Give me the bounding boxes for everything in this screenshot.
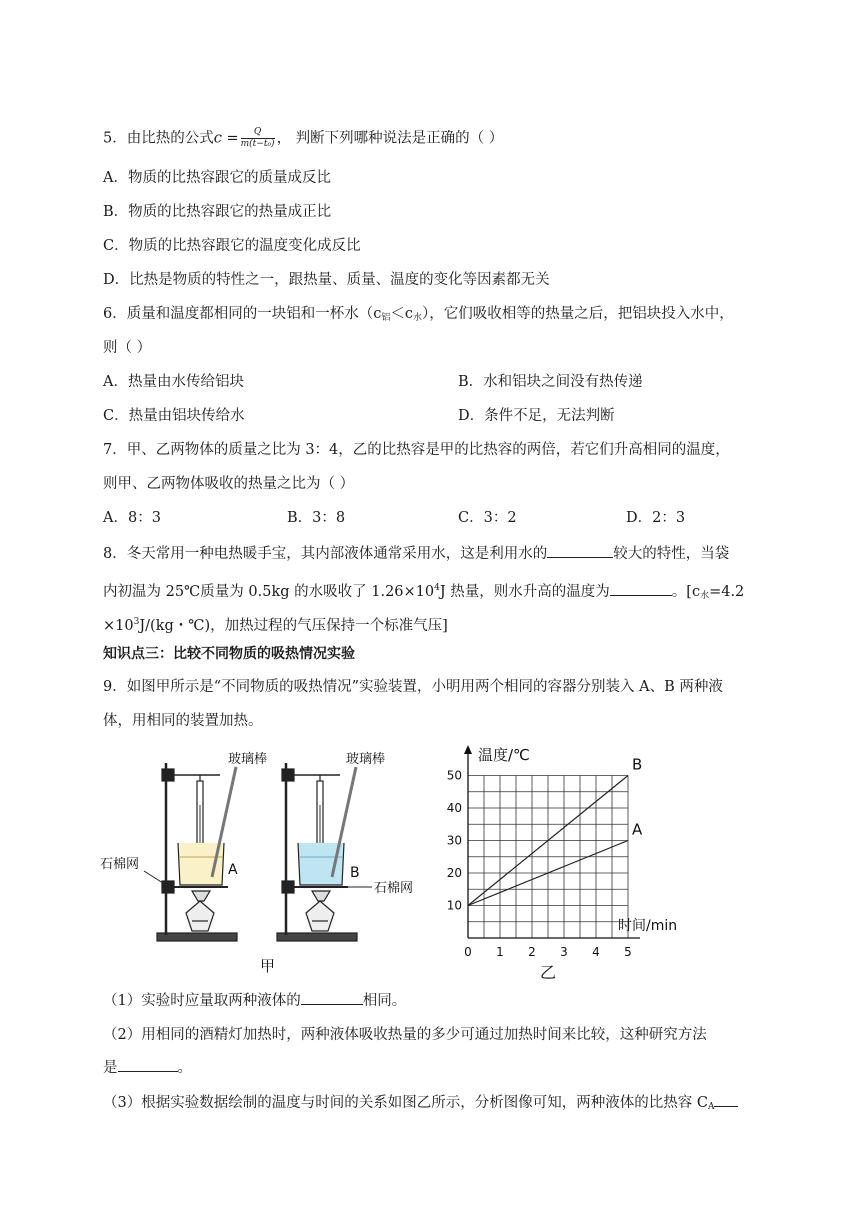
section-heading: 知识点三：比较不同物质的吸热情况实验 (103, 646, 355, 662)
q7-option-c: C．3：2 (458, 510, 517, 526)
q5-stem-b: ， 判断下列哪种说法是正确的（ ） (276, 130, 504, 147)
clamp-mid-right (282, 881, 294, 893)
q5-formula-fraction (241, 127, 275, 150)
q8-l2-a: 内初温为 25℃质量为 0.5kg 的水吸收了 1.26×10 (103, 584, 435, 600)
q9-sub1-a: （1）实验时应量取两种液体的 (103, 993, 301, 1009)
q9-stem-line2: 体，用相同的装置加热。 (103, 713, 263, 729)
rod-label-1: 玻璃棒 (228, 752, 268, 767)
apparatus-right (277, 763, 357, 941)
q8-l3-a: ×10 (103, 618, 134, 634)
q7-option-a: A．8：3 (103, 510, 161, 526)
q8-l2-c: 。[c (671, 584, 701, 600)
q8-l2-sub: 水 (700, 591, 710, 601)
q9-sub3-a: （3）根据实验数据绘制的温度与时间的关系如图乙所示，分析图像可知，两种液体的比热容 C (103, 1095, 708, 1111)
q9-sub1-b: 相同。 (362, 993, 407, 1009)
q7-option-d: D．2：3 (626, 510, 686, 526)
q9-sub2-line1: （2）用相同的酒精灯加热时，两种液体吸收热量的多少可通过加热时间来比较，这种研究方法 (103, 1027, 707, 1043)
q5-option-d: D．比热是物质的特性之一，跟热量、质量、温度的变化等因素都无关 (103, 272, 550, 288)
y-tick-label: 10 (446, 898, 462, 913)
glass-rod-left (212, 767, 236, 877)
x-tick-label: 2 (528, 945, 536, 959)
q8-l1-b: 较大的特性，当袋 (613, 546, 730, 562)
x-tick-label: 0 (464, 945, 472, 959)
stand-base-right (277, 933, 357, 941)
glass-rod-right (332, 767, 356, 877)
q9-blank-1[interactable] (301, 990, 363, 1005)
q8-blank-2[interactable] (610, 581, 672, 596)
q8-l2-sup: 4 (434, 583, 440, 593)
q8-line1 (103, 543, 729, 565)
q6-option-b: B．水和铝块之间没有热传递 (458, 374, 643, 390)
q6-option-d: D．条件不足，无法判断 (458, 408, 615, 424)
gauze-label-2: 石棉网 (374, 881, 414, 896)
q5-formula-lhs: c = (213, 130, 239, 147)
q9-stem-line1: 9．如图甲所示是“不同物质的吸热情况”实验装置，小明用两个相同的容器分别装入 A、B 两种液 (103, 679, 723, 695)
x-axis-label: 时间/min (618, 918, 678, 934)
alcohol-lamp-right (306, 901, 334, 931)
clamp-mid-left (162, 881, 174, 893)
q8-l3-sup: 3 (133, 617, 140, 627)
temperature-time-chart (440, 740, 730, 980)
y-tick-label: 50 (446, 768, 462, 783)
x-tick-label: 3 (560, 945, 568, 959)
q9-blank-3[interactable] (714, 1092, 738, 1107)
rod-label-2: 玻璃棒 (346, 752, 386, 767)
q8-line3 (103, 611, 448, 637)
liquid-a-label: A (228, 862, 238, 878)
apparatus-left (157, 763, 237, 941)
y-axis-label: 温度/℃ (478, 746, 530, 764)
liquid-b-label: B (350, 865, 360, 881)
x-tick-label: 4 (592, 945, 600, 959)
q5-option-c: C．物质的比热容跟它的温度变化成反比 (103, 238, 361, 254)
q6-option-a: A．热量由水传给铝块 (103, 374, 244, 390)
series-label-A: A (632, 820, 643, 839)
q9-sub2-b: 。 (177, 1060, 192, 1076)
q8-l1-a: 8．冬天常用一种电热暖手宝，其内部液体通常采用水，这是利用水的 (103, 546, 548, 562)
series-label-B: B (632, 755, 643, 774)
q9-sub1 (103, 990, 406, 1012)
alcohol-lamp-left (186, 901, 214, 931)
chart-caption: 乙 (540, 963, 557, 980)
q5-option-b: B．物质的比热容跟它的热量成正比 (103, 204, 332, 220)
q6-option-c: C．热量由铝块传给水 (103, 408, 245, 424)
q6-lt: ＜c (390, 306, 413, 322)
q7-stem-line2: 则甲、乙两物体吸收的热量之比为（ ） (103, 476, 355, 492)
q5-formula-denominator: m(t−t₀) (240, 139, 275, 149)
apparatus-figure (100, 745, 430, 975)
q6-text-b: ），它们吸收相等的热量之后，把铝块投入水中， (422, 306, 734, 322)
q6-stem-line1 (103, 303, 734, 329)
x-tick-label: 1 (496, 945, 504, 959)
figure-caption-jia: 甲 (260, 957, 276, 975)
q9-blank-2[interactable] (118, 1057, 178, 1072)
q9-sub3 (103, 1092, 738, 1118)
q8-l2-d: =4.2 (709, 584, 745, 600)
q9-sub3-sub: A (707, 1102, 715, 1112)
q7-stem-line1: 7．甲、乙两物体的质量之比为 3：4，乙的比热容是甲的比热容的两倍，若它们升高相同的温度， (103, 442, 730, 458)
q8-line2 (103, 577, 744, 607)
q5-option-a: A．物质的比热容跟它的质量成反比 (103, 170, 331, 186)
gauze-label-1: 石棉网 (100, 857, 140, 872)
q5-formula-numerator: Q (241, 127, 275, 139)
q6-text-a: 6．质量和温度都相同的一块铝和一杯水（c (103, 306, 382, 322)
stand-base-left (157, 933, 237, 941)
q6-stem-line2: 则（ ） (103, 340, 152, 356)
x-tick-label: 5 (624, 945, 632, 959)
y-tick-label: 20 (446, 866, 462, 880)
clamp-top-left (162, 769, 174, 781)
clamp-top-right (282, 769, 294, 781)
q8-l3-b: J/(kg・℃)，加热过程的气压保持一个标准气压] (139, 618, 448, 634)
q8-blank-1[interactable] (547, 543, 613, 558)
q8-l2-b: J 热量，则水升高的温度为 (439, 584, 610, 600)
y-axis-arrow (464, 745, 472, 754)
y-tick-label: 30 (446, 833, 462, 848)
q5-stem-a: 5．由比热的公式 (103, 130, 214, 147)
q5-stem (103, 127, 503, 150)
q9-sub2-a: 是 (103, 1060, 118, 1076)
q6-sub-al: 铝 (381, 313, 391, 323)
q6-sub-water: 水 (413, 313, 423, 323)
q9-sub2-line2 (103, 1057, 192, 1079)
q7-option-b: B．3：8 (287, 510, 346, 526)
y-tick-label: 40 (446, 801, 462, 815)
